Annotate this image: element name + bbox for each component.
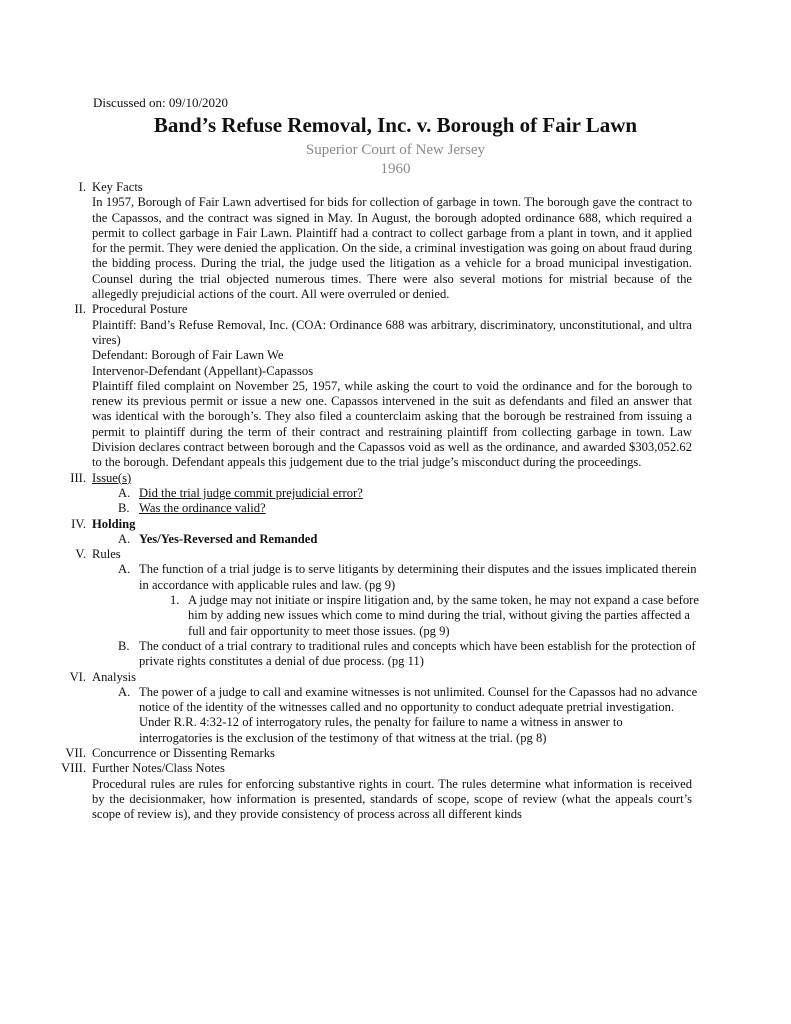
section-numeral: V. [75, 547, 86, 562]
holding-text: Yes/Yes-Reversed and Remanded [139, 531, 318, 546]
section-issues [0, 471, 791, 517]
section-numeral: VII. [65, 745, 86, 760]
section-analysis [0, 670, 791, 746]
section-title: Holding [92, 516, 136, 531]
section-title: Rules [92, 547, 121, 562]
issue-text: Did the trial judge commit prejudicial error? [139, 485, 363, 500]
section-rules [0, 547, 791, 669]
section-title: Analysis [92, 669, 137, 684]
defendant-line: Defendant: Borough of Fair Lawn We [92, 348, 284, 363]
procedural-posture-text: Plaintiff filed complaint on November 25, 1957, while asking the court to void the ordinance and for the borough to renew its previous permit or issue a new one. Capassos intervened in the suit as defendants and filed an answer that was identical with the borough’s. They also filed a counterclaim asking that the borough be restrained from issuing a permit to plaintiff during the term of their contract and restraining plaintiff from collecting garbage in town. Law Division declares contract between borough and the Capassos void as well as the ordinance, and awarded $303,052.62 to the borough. Defendant appeals this judgement due to the trial judge’s misconduct during the proceedings. [92, 378, 692, 470]
rule-text: The function of a trial judge is to serve litigants by determining their disputes and the issues implicated therein in accordance with applicable rules and law. (pg 9) [139, 562, 697, 592]
intervenor-line: Intervenor-Defendant (Appellant)-Capassos [92, 363, 314, 378]
list-item [0, 532, 699, 547]
section-heading [0, 547, 791, 562]
item-letter: B. [118, 501, 130, 516]
section-heading [0, 670, 791, 685]
section-heading [0, 517, 791, 532]
section-heading [0, 180, 791, 195]
section-notes [0, 761, 791, 822]
section-title: Concurrence or Dissenting Remarks [92, 745, 275, 760]
section-numeral: I. [78, 180, 86, 194]
section-holding [0, 517, 791, 548]
section-key-facts [0, 180, 791, 302]
section-title: Key Facts [92, 180, 143, 194]
section-title: Further Notes/Class Notes [92, 761, 225, 776]
section-title: Issue(s) [92, 470, 132, 485]
discussed-date: Discussed on: 09/10/2020 [93, 95, 229, 110]
notes-text: Procedural rules are rules for enforcing substantive rights in court. The rules determine what information is received by the decisionmaker, how information is presented, standards of scope, scope of review (what the appeals court’s scope of review is), and they provide consistency of process across all different kinds [92, 776, 692, 822]
list-item [0, 501, 699, 516]
list-item [0, 486, 699, 501]
case-title: Band’s Refuse Removal, Inc. v. Borough of Fair Lawn [153, 113, 638, 137]
item-letter: A. [118, 531, 131, 546]
item-letter: A. [118, 562, 131, 577]
section-numeral: IV. [71, 516, 86, 531]
rule-text: A judge may not initiate or inspire litigation and, by the same token, he may not expand a case before him by adding new issues which come to mind during the trial, without giving the parties affected a full and fair opportunity to meet those issues. (pg 9) [188, 593, 699, 638]
section-numeral: III. [70, 470, 86, 485]
case-year: 1960 [380, 161, 411, 177]
key-facts-text: In 1957, Borough of Fair Lawn advertised for bids for collection of garbage in town. The borough gave the contract to the Capassos, and the contract was signed in May. In August, the borough adopted ordinance 688, which required a permit to collect garbage in Fair Lawn. Plaintiff had a contract to collect garbage from a plant in town, and it applied for the permit. They were denied the application. On the side, a criminal investigation was going on about fraud during the bidding process. During the trial, the judge used the litigation as a vehicle for a broad municipal investigation. Counsel during the trial objected numerous times. There were also several motions for mistrial because of the allegedly prejudicial actions of the court. All were overruled or denied. [92, 195, 692, 302]
section-numeral: VIII. [61, 761, 86, 776]
section-concurrence [0, 746, 791, 761]
section-heading [0, 761, 791, 776]
section-heading [0, 471, 791, 486]
analysis-text: The power of a judge to call and examine witnesses is not unlimited. Counsel for the Capassos had no advance notice of the identity of the witnesses called and no opportunity to conduct adequate pretrial investigation. Under R.R. 4:32-12 of interrogatory rules, the penalty for failure to name a witness in answer to interrogatories is the exclusion of the testimony of that witness at the trial. (pg 8) [139, 684, 698, 745]
list-item [0, 562, 699, 593]
item-letter: B. [118, 638, 130, 653]
list-item [0, 685, 699, 746]
item-letter: A. [118, 485, 131, 500]
section-procedural-posture [0, 302, 791, 470]
list-item [0, 639, 699, 670]
section-heading [0, 302, 791, 317]
plaintiff-line: Plaintiff: Band’s Refuse Removal, Inc. (COA: Ordinance 688 was arbitrary, discriminatory, unconstitutional, and ultra vires) [92, 317, 692, 347]
section-title: Procedural Posture [92, 302, 188, 317]
case-brief-body [0, 180, 791, 822]
item-letter: A. [118, 684, 131, 699]
issue-text: Was the ordinance valid? [139, 501, 266, 516]
rule-text: The conduct of a trial contrary to traditional rules and concepts which have been establish for the protection of private rights constitutes a denial of due process. (pg 11) [139, 638, 696, 669]
section-numeral: II. [74, 302, 86, 317]
item-number: 1. [170, 593, 180, 608]
section-heading [0, 746, 791, 761]
court-name: Superior Court of New Jersey [305, 142, 486, 158]
section-numeral: VI. [69, 669, 86, 684]
list-item [0, 593, 700, 639]
